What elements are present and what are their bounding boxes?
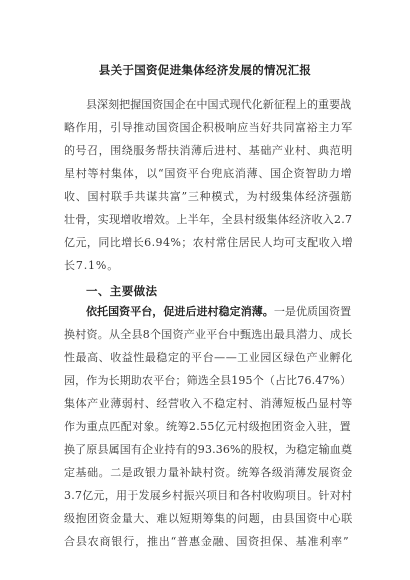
paragraph-lead: 依托国资平台，促进后进村稳定消薄。 <box>86 305 274 318</box>
intro-line: 亿元，同比增长6.94%；农村常住居民人均可支配收入增 <box>64 236 354 249</box>
paragraph-line: 合县农商银行，推出“普惠金融、国资担保、基准利率” <box>64 535 350 548</box>
paragraph-line: 园，作为长期助农平台；筛选全县195个（占比76.47%） <box>64 374 352 387</box>
paragraph-line: 3.7亿元，用于发展乡村振兴项目和各村收购项目。针对村 <box>64 489 353 502</box>
section-heading: 一、主要做法 <box>86 284 158 298</box>
paragraph-line: 集体产业薄弱村、经营收入不稳定村、消薄短板凸显村等 <box>64 397 353 410</box>
paragraph-first-line <box>86 305 352 319</box>
paragraph-line: 级抱团资金量大、难以短期筹集的问题，由县国资中心联 <box>64 512 353 525</box>
intro-line: 收、国村联手共谋共富”三种模式，为村级集体经济强筋 <box>64 190 353 203</box>
paragraph-line: 作为重点匹配对象。统筹2.55亿元村级抱团资金入驻，置 <box>64 420 351 433</box>
paragraph-line: 换了原县属国有企业持有的93.36%的股权，为稳定输血奠 <box>64 443 353 456</box>
intro-line: 星村等村集体，以“国资平台兜底消薄、国企资智助力增 <box>64 167 353 180</box>
intro-line: 的号召，围绕服务帮扶消薄后进村、基础产业村、典范明 <box>64 144 353 157</box>
paragraph-line: 换村资。从全县8个国资产业平台中甄选出最具潜力、成长 <box>64 328 353 341</box>
intro-line: 县深刻把握国资国企在中国式现代化新征程上的重要战 <box>86 98 352 111</box>
intro-line: 长7.1%。 <box>64 259 120 272</box>
intro-line: 略作用，引导推动国资国企积极响应当好共同富裕主力军 <box>64 121 353 134</box>
intro-line: 壮骨，实现增收增效。上半年，全县村级集体经济收入2.7 <box>64 213 353 226</box>
paragraph-first-rest: 一是优质国资置 <box>273 305 352 318</box>
paragraph-line: 定基础。二是政银力量补缺村资。统筹各级消薄发展资金 <box>64 466 353 479</box>
paragraph-line: 性最高、收益性最稳定的平台——工业园区绿色产业孵化 <box>64 351 353 364</box>
document-title: 县关于国资促进集体经济发展的情况汇报 <box>98 63 312 77</box>
